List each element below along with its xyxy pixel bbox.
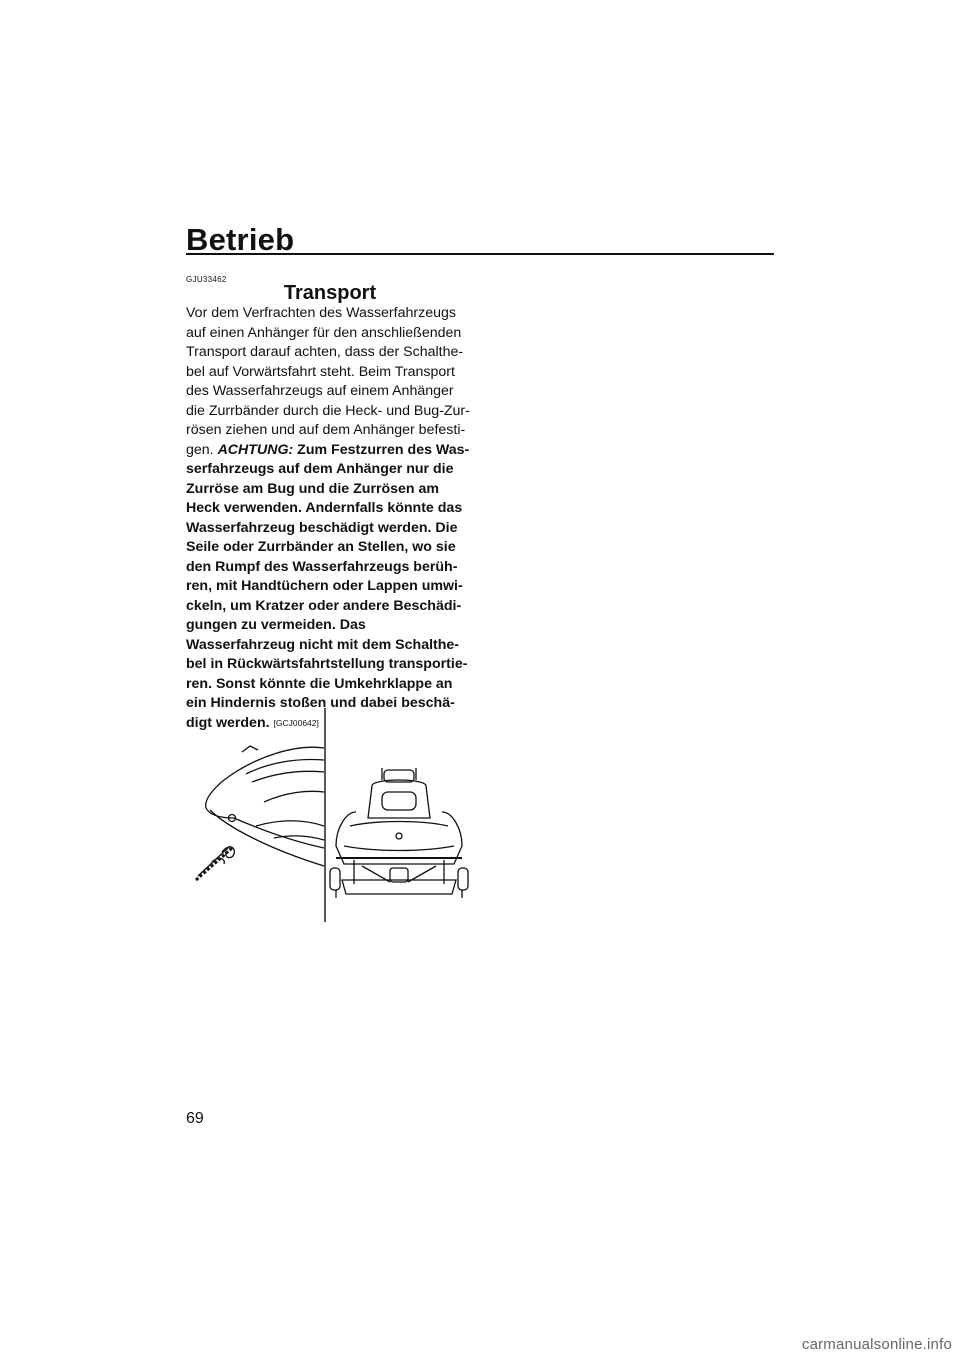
caution-code: [GCJ00642] xyxy=(273,717,319,728)
caution-line: den Rumpf des Wasserfahrzeugs berüh- xyxy=(186,558,458,575)
bow-tie-down-rope-icon xyxy=(196,746,324,880)
page-number: 69 xyxy=(186,1110,204,1127)
chapter-divider xyxy=(186,253,774,255)
caution-label: ACHTUNG: xyxy=(217,441,294,458)
transport-illustration xyxy=(186,708,480,922)
caution-line: Zurröse am Bug und die Zurrösen am xyxy=(186,480,440,497)
caution-line: ren, mit Handtüchern oder Lappen umwi- xyxy=(186,578,463,594)
caution-line: Heck verwenden. Andernfalls könnte das xyxy=(186,500,463,516)
caution-intro-line xyxy=(186,441,478,461)
caution-line: Wasserfahrzeug beschädigt werden. Die xyxy=(186,519,458,536)
caution-line: serfahrzeugs auf dem Anhänger nur die xyxy=(186,461,454,477)
caution-line: bel in Rückwärtsfahrtstellung transportie- xyxy=(186,656,468,672)
chapter-title: Betrieb xyxy=(186,222,295,257)
footer-watermark: carmanualsonline.info xyxy=(801,1336,952,1353)
caution-line: Wasserfahrzeug nicht mit dem Schalthe- xyxy=(186,636,460,653)
body-line: Vor dem Verfrachten des Wasserfahrzeugs xyxy=(186,305,456,321)
stern-tie-down-straps-icon xyxy=(330,768,468,898)
reference-code: GJU33462 xyxy=(186,275,227,284)
body-line: auf einen Anhänger für den anschließenden xyxy=(186,324,462,341)
body-text xyxy=(186,304,478,733)
caution-line: Seile oder Zurrbänder an Stellen, wo sie xyxy=(186,539,456,555)
body-line: bel auf Vorwärtsfahrt steht. Beim Transport xyxy=(186,363,455,380)
body-line: rösen ziehen und auf dem Anhänger befesti- xyxy=(186,422,466,438)
caution-lead: gen. xyxy=(186,441,218,458)
caution-line: ren. Sonst könnte die Umkehrklappe an xyxy=(186,675,453,692)
body-line: die Zurrbänder durch die Heck- und Bug-Zur- xyxy=(186,402,470,419)
section-title: Transport xyxy=(283,282,377,304)
caution-line: ein Hindernis stoßen und dabei beschä- xyxy=(186,695,455,711)
body-line: Transport darauf achten, dass der Schalthe- xyxy=(186,344,464,360)
caution-text: digt werden. xyxy=(186,714,270,731)
body-line: des Wasserfahrzeugs auf einem Anhänger xyxy=(186,383,454,399)
caution-line: ckeln, um Kratzer oder andere Beschädi- xyxy=(186,597,462,614)
caution-text: Zum Festzurren des Was- xyxy=(293,441,470,458)
caution-line: gungen zu vermeiden. Das xyxy=(186,617,366,633)
